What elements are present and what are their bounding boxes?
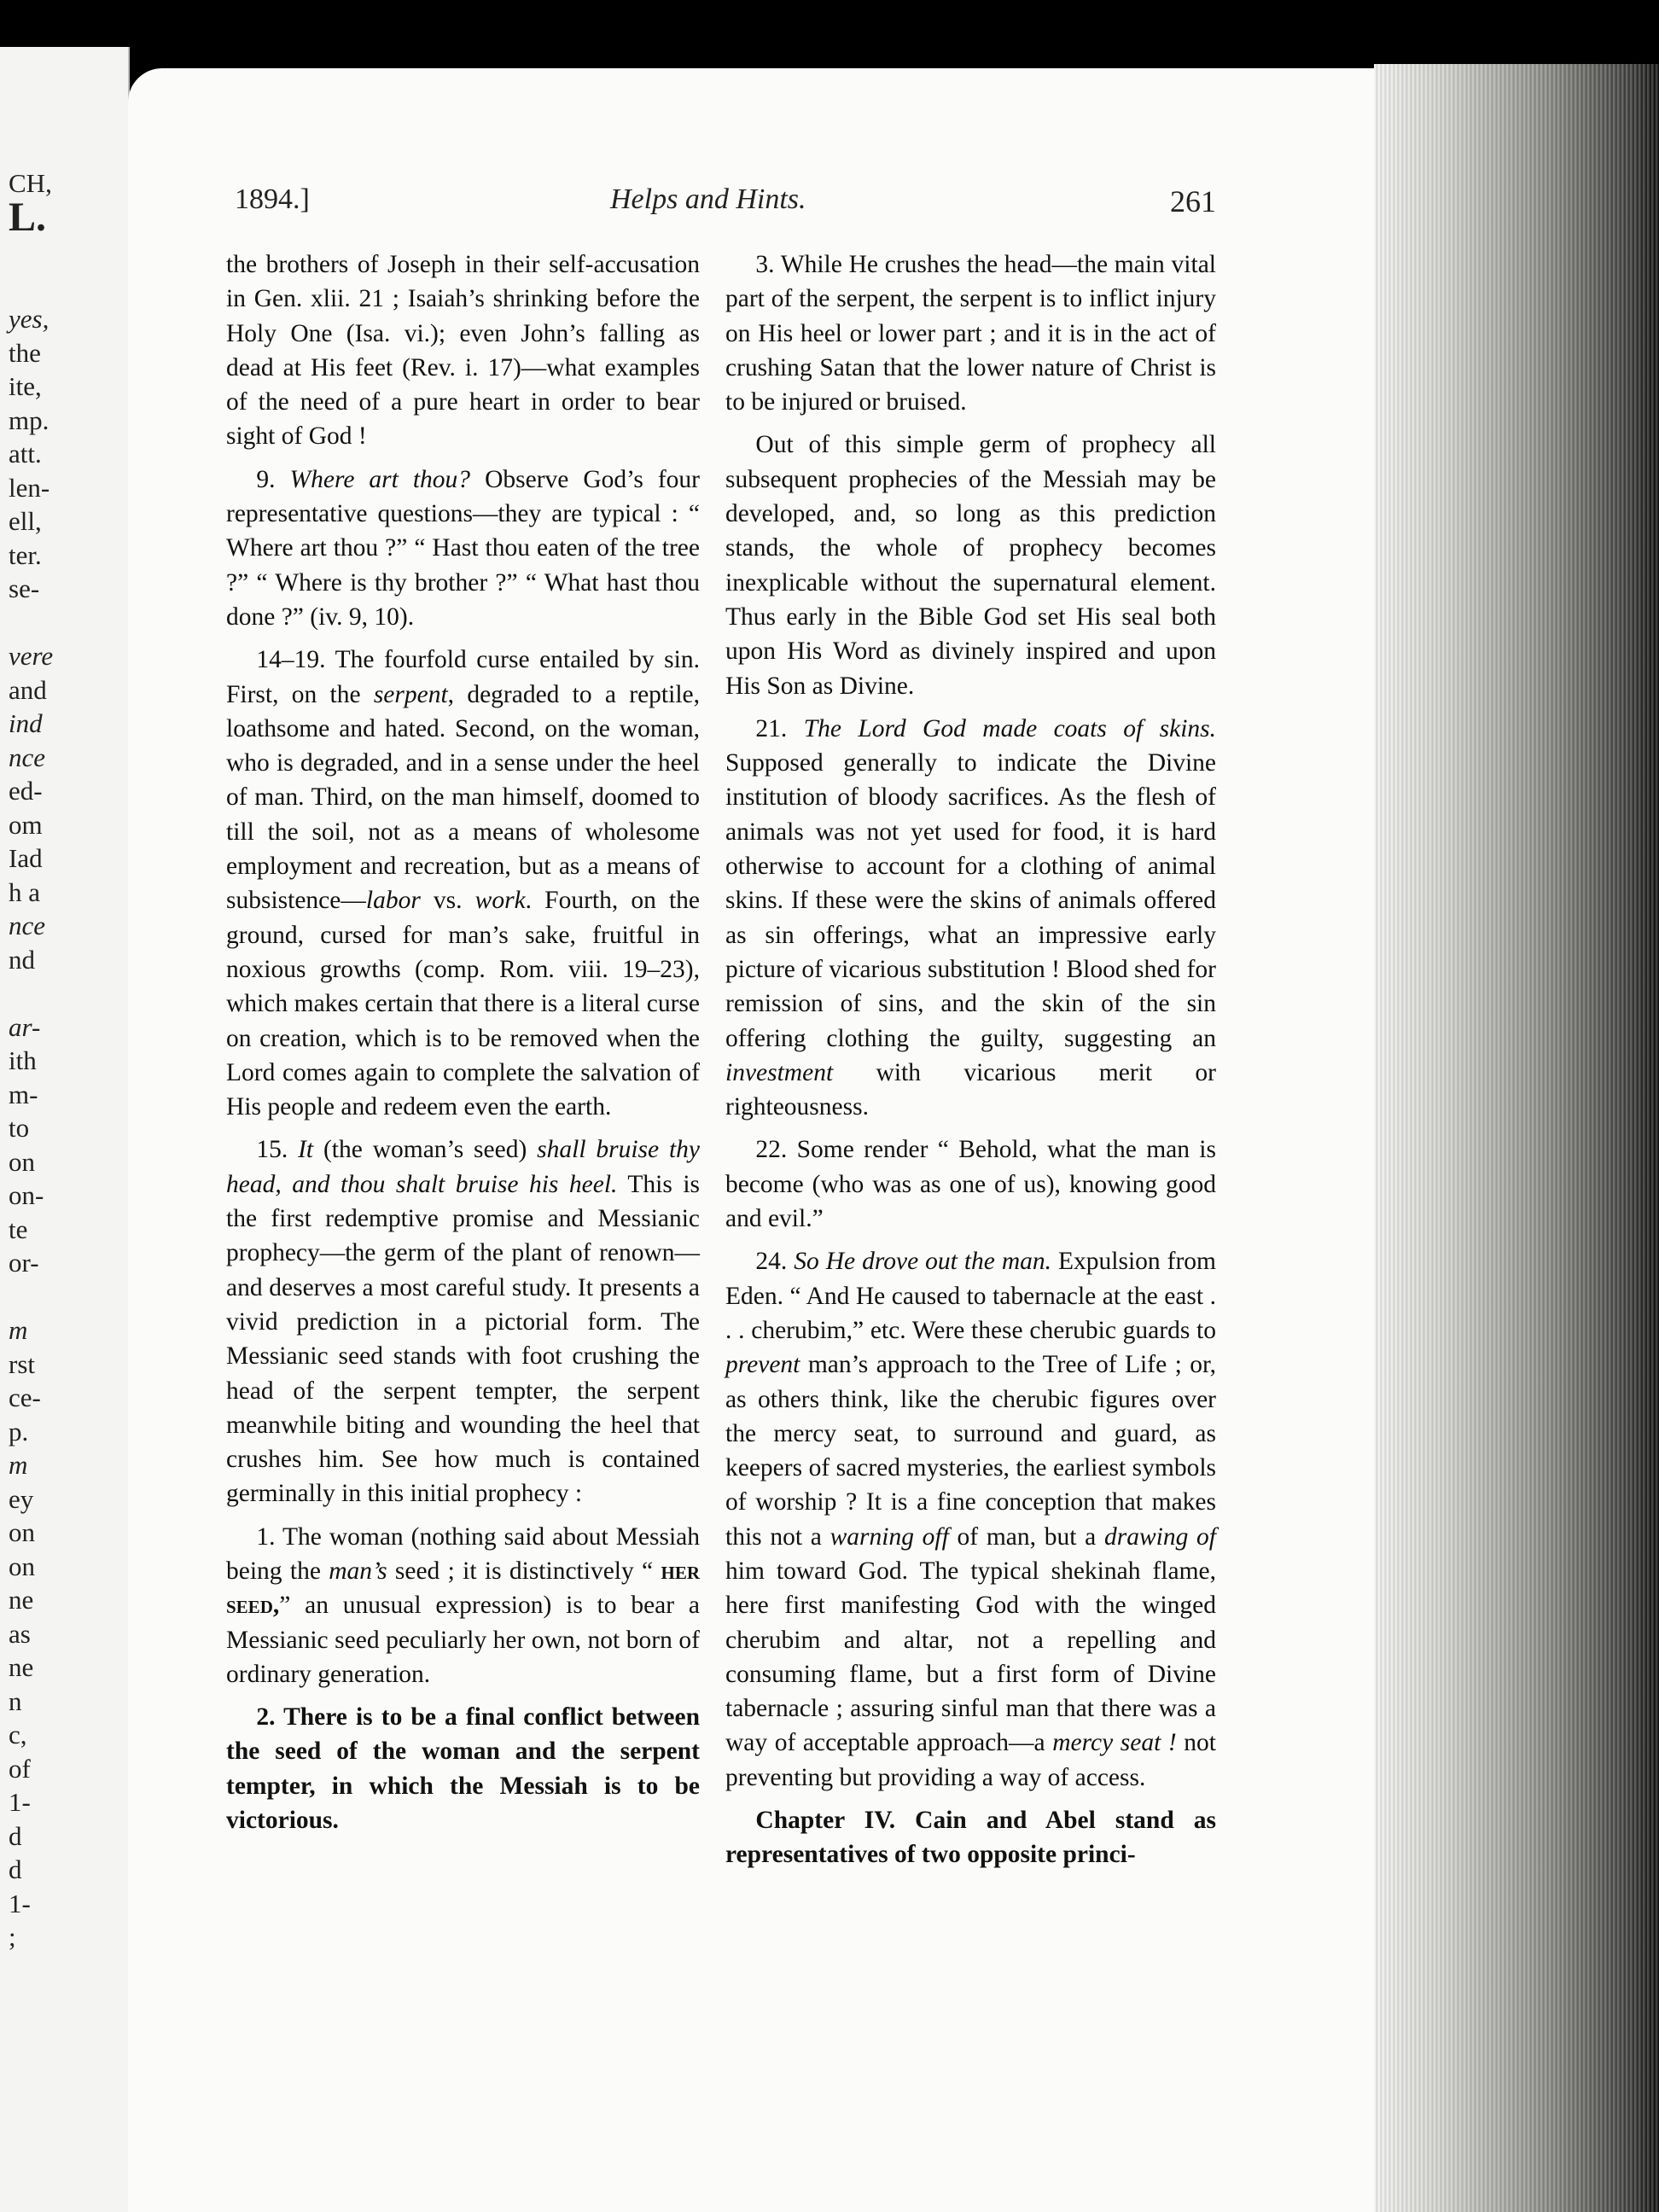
facing-page-fragment: ind <box>9 708 43 738</box>
facing-page-fragment: to <box>9 1113 30 1143</box>
facing-page-fragment: as <box>9 1618 31 1649</box>
facing-page-fragment: or- <box>9 1248 39 1278</box>
facing-page-fragment: ith <box>9 1045 37 1075</box>
facing-page-fragment: nce <box>9 911 46 940</box>
facing-page <box>0 47 130 2212</box>
header-title: Helps and Hints. <box>610 183 806 215</box>
facing-page-fragment: 1- <box>9 1787 31 1817</box>
facing-page-fragment: ed- <box>9 776 43 806</box>
facing-page-fragment: and <box>9 674 47 705</box>
facing-page-fragment: ell, <box>9 506 42 536</box>
facing-page-fragment: ey <box>9 1483 34 1514</box>
page-number: 261 <box>1170 184 1216 218</box>
facing-page-fragment: ter. <box>9 539 42 570</box>
paragraph: 1. The woman (nothing said about Messiah being the man’s seed ; it is distinctively “ her seed,” an unusual expression) is to bear a Messianic seed peculiarly her own, not born of ordinary generation. <box>226 1522 700 1688</box>
facing-page-fragment: se- <box>9 573 40 603</box>
facing-page-fragment: n <box>9 1685 22 1716</box>
facing-page-fragment: d <box>9 1820 22 1851</box>
facing-page-fragment: d <box>9 1854 22 1884</box>
facing-page-fragment: yes, <box>9 304 49 334</box>
facing-page-fragment: ce- <box>9 1382 41 1412</box>
facing-page-fragment: h a <box>9 876 41 907</box>
facing-page-fragment: mp. <box>9 405 49 435</box>
facing-page-fragment: att. <box>9 439 42 469</box>
right-column <box>725 247 1216 1881</box>
facing-page-fragment: L. <box>9 194 47 240</box>
facing-page-fragment: ; <box>9 1922 16 1952</box>
paragraph: Out of this simple germ of prophecy all subsequent prophecies of the Messiah may be developed, and, so long as this prediction stands, the whole of prophecy becomes inexplicable without the supernatural element. Thus early in the Bible God set His seal both upon His Word as divinely inspired and upon His Son as Divine. <box>725 431 1216 700</box>
facing-page-fragment: Iad <box>9 843 43 873</box>
running-header <box>235 183 1216 226</box>
facing-page-fragment: m- <box>9 1079 38 1109</box>
facing-page-fragment: m <box>9 1450 28 1480</box>
facing-page-fragment <box>9 606 128 640</box>
facing-page-fragment: ne <box>9 1585 34 1615</box>
facing-page-fragment: ite, <box>9 371 42 401</box>
paragraph: 21. The Lord God made coats of skins. Supposed generally to indicate the Divine institution of bloody sacrifices. As the flesh of animals was not yet used for food, it is hard otherwise to account for a clothing of animal skins. If these were the skins of animals offered as sin offerings, what an impressive early picture of vicarious substitution ! Blood shed for remission of sins, and the skin of the sin offering clothing the guilty, suggesting an investment with vicarious merit or righteousness. <box>725 714 1216 1121</box>
facing-page-text-fragments <box>9 166 128 1954</box>
facing-page-fragment: te <box>9 1214 28 1244</box>
facing-page-fragment: ar- <box>9 1011 41 1042</box>
paragraph: 24. So He drove out the man. Expulsion from Eden. “ And He caused to tabernacle at the east . . . cherubim,” etc. Were these cherubic guards to prevent man’s approach to the Tree of Life ; or, as others think, like the cherubic figures over the mercy seat, to surround and guard, as keepers of sacred mysteries, the earliest symbols of worship ? It is a fine conception that makes this not a warning off of man, but a drawing of him toward God. The typical shekinah flame, here first manifesting God with the winged cherubim and altar, not a repelling and consuming flame, but a first form of Divine tabernacle ; assuring sinful man that there was a way of acceptable approach—a mercy seat ! not preventing but providing a way of access. <box>725 1248 1216 1791</box>
paragraph: 14–19. The fourfold curse entailed by sin. First, on the serpent, degraded to a reptile, loathsome and hated. Second, on the woman, who is degraded, and in a sense under the heel of man. Third, on the man himself, doomed to till the soil, not as a means of wholesome employment and recreation, but as a means of subsistence—labor vs. work. Fourth, on the ground, cursed for man’s sake, fruitful in noxious growths (comp. Rom. viii. 19–23), which makes certain that there is a literal curse on creation, which is to be removed when the Lord comes again to complete the salvation of His people and redeem even the earth. <box>226 646 701 1121</box>
facing-page-fragment: on <box>9 1517 35 1547</box>
facing-page-fragment: vere <box>9 641 54 671</box>
facing-page-fragment <box>9 976 128 1010</box>
facing-page-fragment: c, <box>9 1720 27 1749</box>
paragraph: 15. It (the woman’s seed) shall bruise thy head, and thou shalt bruise his heel. This is the first redemptive promise and Messianic prophecy—the germ of the plant of renown—and deserves a most careful study. It presents a vivid prediction in a pictorial form. The Messianic seed stands with foot crushing the head of the serpent tempter, the serpent meanwhile biting and wounding the heel that crushes him. See how much is contained germinally in this initial prophecy : <box>226 1136 700 1508</box>
paragraph: 22. Some render “ Behold, what the man is become (who was as one of us), knowing good and evil.” <box>725 1136 1216 1233</box>
header-year: 1894.] <box>235 183 310 215</box>
paragraph: Chapter IV. Cain and Abel stand as representatives of two opposite princi- <box>725 1807 1216 1869</box>
facing-page-fragment: on <box>9 1146 35 1177</box>
facing-page-fragment: ne <box>9 1652 34 1682</box>
page-stack-edge <box>1374 64 1659 2212</box>
facing-page-fragment: 1- <box>9 1888 31 1918</box>
facing-page-fragment: rst <box>9 1348 35 1379</box>
facing-page-fragment: of <box>9 1753 31 1784</box>
paragraph: 9. Where art thou? Observe God’s four representative questions—they are typical : “ Where art thou ?” “ Hast thou eaten of the tree ?” “ Where is thy brother ?” “ What hast thou done ?” (iv. 9, 10). <box>226 465 700 631</box>
facing-page-fragment: nd <box>9 944 35 975</box>
facing-page-fragment <box>9 1280 128 1314</box>
facing-page-fragment: p. <box>9 1416 29 1447</box>
paragraph: the brothers of Joseph in their self-accusation in Gen. xlii. 21 ; Isaiah’s shrinking before the Holy One (Isa. vi.); even John’s falling as dead at His feet (Rev. i. 17)—what examples of the need of a pure heart in order to bear sight of God ! <box>226 251 700 451</box>
facing-page-fragment: om <box>9 809 43 840</box>
facing-page-fragment <box>9 269 128 303</box>
left-column <box>226 247 700 1846</box>
paragraph: 3. While He crushes the head—the main vital part of the serpent, the serpent is to inflict injury on His heel or lower part ; and it is in the act of crushing Satan that the lower nature of Christ is to be injured or bruised. <box>725 251 1216 416</box>
facing-page-fragment: the <box>9 337 41 368</box>
facing-page-fragment: m <box>9 1315 28 1345</box>
facing-page-fragment: CH, <box>9 168 52 198</box>
paragraph: 2. There is to be a final conflict between the seed of the woman and the serpent tempter, in which the Messiah is to be victorious. <box>226 1703 700 1835</box>
facing-page-fragment: on <box>9 1551 35 1581</box>
facing-page-fragment: nce <box>9 742 46 772</box>
facing-page-fragment: len- <box>9 472 50 503</box>
facing-page-fragment: on- <box>9 1180 44 1210</box>
